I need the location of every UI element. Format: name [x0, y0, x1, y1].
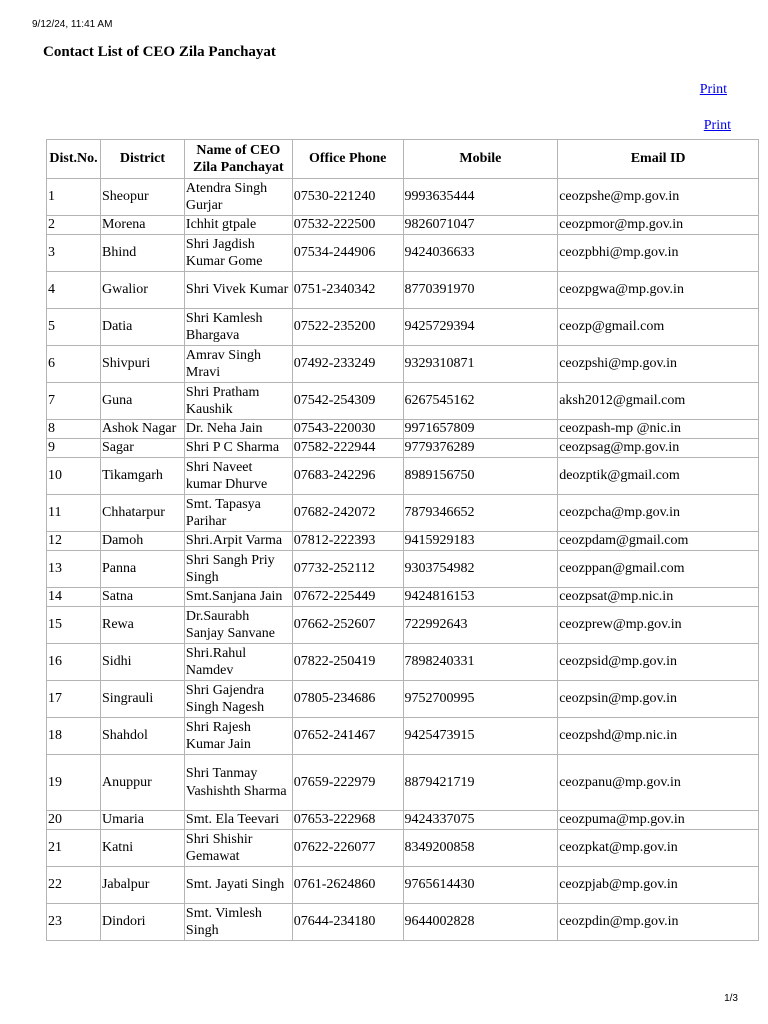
mobile-cell: 7879346652	[403, 495, 558, 532]
office-phone-cell: 07542-254309	[292, 383, 403, 420]
mobile-cell: 9971657809	[403, 420, 558, 439]
dist-no-cell: 9	[47, 439, 101, 458]
mobile-cell: 9424337075	[403, 811, 558, 830]
email-cell: ceozpdin@mp.gov.in	[558, 904, 759, 941]
table-row	[47, 755, 759, 811]
ceo-name-cell: Shri Gajendra Singh Nagesh	[184, 681, 292, 718]
column-header: Dist.No.	[47, 140, 101, 179]
ceo-name-cell: Shri P C Sharma	[184, 439, 292, 458]
office-phone-cell: 07534-244906	[292, 235, 403, 272]
office-phone-cell: 07672-225449	[292, 588, 403, 607]
dist-no-cell: 2	[47, 216, 101, 235]
page-title: Contact List of CEO Zila Panchayat	[43, 44, 276, 60]
office-phone-cell: 07644-234180	[292, 904, 403, 941]
mobile-cell: 9993635444	[403, 179, 558, 216]
ceo-name-cell: Shri Pratham Kaushik	[184, 383, 292, 420]
email-cell: ceozpmor@mp.gov.in	[558, 216, 759, 235]
table-row	[47, 272, 759, 309]
office-phone-cell: 07532-222500	[292, 216, 403, 235]
district-cell: Panna	[100, 551, 184, 588]
ceo-name-cell: Smt. Ela Teevari	[184, 811, 292, 830]
dist-no-cell: 7	[47, 383, 101, 420]
district-cell: Bhind	[100, 235, 184, 272]
office-phone-cell: 07732-252112	[292, 551, 403, 588]
dist-no-cell: 15	[47, 607, 101, 644]
district-cell: Katni	[100, 830, 184, 867]
dist-no-cell: 23	[47, 904, 101, 941]
ceo-contact-table	[46, 139, 759, 941]
table-row	[47, 532, 759, 551]
ceo-name-cell: Shri Vivek Kumar	[184, 272, 292, 309]
mobile-cell: 9644002828	[403, 904, 558, 941]
mobile-cell: 9826071047	[403, 216, 558, 235]
mobile-cell: 9765614430	[403, 867, 558, 904]
office-phone-cell: 0751-2340342	[292, 272, 403, 309]
office-phone-cell: 07622-226077	[292, 830, 403, 867]
table-row	[47, 383, 759, 420]
mobile-cell: 9424816153	[403, 588, 558, 607]
ceo-name-cell: Dr.Saurabh Sanjay Sanvane	[184, 607, 292, 644]
print-link[interactable]: Print	[699, 82, 727, 97]
column-header: Email ID	[558, 140, 759, 179]
table-row	[47, 588, 759, 607]
email-cell: ceozpgwa@mp.gov.in	[558, 272, 759, 309]
email-cell: ceozpbhi@mp.gov.in	[558, 235, 759, 272]
email-cell: ceozpsat@mp.nic.in	[558, 588, 759, 607]
table-row	[47, 179, 759, 216]
ceo-name-cell: Smt.Sanjana Jain	[184, 588, 292, 607]
email-cell: ceozpcha@mp.gov.in	[558, 495, 759, 532]
email-cell: deozptik@gmail.com	[558, 458, 759, 495]
email-cell: ceozpshd@mp.nic.in	[558, 718, 759, 755]
ceo-name-cell: Shri.Arpit Varma	[184, 532, 292, 551]
dist-no-cell: 5	[47, 309, 101, 346]
district-cell: Sheopur	[100, 179, 184, 216]
table-body	[47, 179, 759, 941]
email-cell: ceozpuma@mp.gov.in	[558, 811, 759, 830]
dist-no-cell: 11	[47, 495, 101, 532]
ceo-name-cell: Smt. Tapasya Parihar	[184, 495, 292, 532]
office-phone-cell: 07659-222979	[292, 755, 403, 811]
dist-no-cell: 18	[47, 718, 101, 755]
table-row	[47, 718, 759, 755]
email-cell: ceozpkat@mp.gov.in	[558, 830, 759, 867]
dist-no-cell: 17	[47, 681, 101, 718]
office-phone-cell: 07805-234686	[292, 681, 403, 718]
district-cell: Shahdol	[100, 718, 184, 755]
office-phone-cell: 07683-242296	[292, 458, 403, 495]
table-row	[47, 458, 759, 495]
district-cell: Singrauli	[100, 681, 184, 718]
email-cell: ceozpshe@mp.gov.in	[558, 179, 759, 216]
dist-no-cell: 19	[47, 755, 101, 811]
table-row	[47, 309, 759, 346]
ceo-name-cell: Shri Sangh Priy Singh	[184, 551, 292, 588]
office-phone-cell: 07582-222944	[292, 439, 403, 458]
mobile-cell: 6267545162	[403, 383, 558, 420]
table-row	[47, 551, 759, 588]
table-row	[47, 495, 759, 532]
district-cell: Anuppur	[100, 755, 184, 811]
dist-no-cell: 21	[47, 830, 101, 867]
ceo-name-cell: Shri Jagdish Kumar Gome	[184, 235, 292, 272]
district-cell: Satna	[100, 588, 184, 607]
district-cell: Tikamgarh	[100, 458, 184, 495]
office-phone-cell: 0761-2624860	[292, 867, 403, 904]
office-phone-cell: 07812-222393	[292, 532, 403, 551]
table-row	[47, 830, 759, 867]
dist-no-cell: 4	[47, 272, 101, 309]
office-phone-cell: 07522-235200	[292, 309, 403, 346]
dist-no-cell: 10	[47, 458, 101, 495]
dist-no-cell: 22	[47, 867, 101, 904]
ceo-name-cell: Smt. Vimlesh Singh	[184, 904, 292, 941]
district-cell: Damoh	[100, 532, 184, 551]
office-phone-cell: 07653-222968	[292, 811, 403, 830]
email-cell: ceozp@gmail.com	[558, 309, 759, 346]
email-cell: ceozppan@gmail.com	[558, 551, 759, 588]
ceo-name-cell: Amrav Singh Mravi	[184, 346, 292, 383]
print-link-secondary[interactable]: Print	[703, 118, 731, 133]
ceo-name-cell: Ichhit gtpale	[184, 216, 292, 235]
dist-no-cell: 6	[47, 346, 101, 383]
ceo-name-cell: Shri Shishir Gemawat	[184, 830, 292, 867]
email-cell: ceozpjab@mp.gov.in	[558, 867, 759, 904]
district-cell: Umaria	[100, 811, 184, 830]
district-cell: Sidhi	[100, 644, 184, 681]
table-row	[47, 904, 759, 941]
ceo-name-cell: Atendra Singh Gurjar	[184, 179, 292, 216]
table-row	[47, 811, 759, 830]
district-cell: Dindori	[100, 904, 184, 941]
ceo-name-cell: Shri Kamlesh Bhargava	[184, 309, 292, 346]
ceo-name-cell: Smt. Jayati Singh	[184, 867, 292, 904]
column-header: District	[100, 140, 184, 179]
dist-no-cell: 1	[47, 179, 101, 216]
email-cell: aksh2012@gmail.com	[558, 383, 759, 420]
table-row	[47, 644, 759, 681]
email-cell: ceozpanu@mp.gov.in	[558, 755, 759, 811]
district-cell: Rewa	[100, 607, 184, 644]
dist-no-cell: 3	[47, 235, 101, 272]
dist-no-cell: 14	[47, 588, 101, 607]
mobile-cell: 9329310871	[403, 346, 558, 383]
mobile-cell: 8879421719	[403, 755, 558, 811]
email-cell: ceozpsid@mp.gov.in	[558, 644, 759, 681]
district-cell: Sagar	[100, 439, 184, 458]
office-phone-cell: 07652-241467	[292, 718, 403, 755]
district-cell: Shivpuri	[100, 346, 184, 383]
table-row	[47, 216, 759, 235]
table-row	[47, 346, 759, 383]
email-cell: ceozpshi@mp.gov.in	[558, 346, 759, 383]
office-phone-cell: 07492-233249	[292, 346, 403, 383]
table-row	[47, 867, 759, 904]
mobile-cell: 9415929183	[403, 532, 558, 551]
mobile-cell: 9303754982	[403, 551, 558, 588]
district-cell: Gwalior	[100, 272, 184, 309]
table-row	[47, 681, 759, 718]
office-phone-cell: 07543-220030	[292, 420, 403, 439]
mobile-cell: 8770391970	[403, 272, 558, 309]
print-datetime: 9/12/24, 11:41 AM	[32, 19, 113, 30]
district-cell: Ashok Nagar	[100, 420, 184, 439]
column-header: Mobile	[403, 140, 558, 179]
table-row	[47, 235, 759, 272]
office-phone-cell: 07682-242072	[292, 495, 403, 532]
mobile-cell: 722992643	[403, 607, 558, 644]
dist-no-cell: 20	[47, 811, 101, 830]
dist-no-cell: 13	[47, 551, 101, 588]
ceo-name-cell: Shri.Rahul Namdev	[184, 644, 292, 681]
office-phone-cell: 07822-250419	[292, 644, 403, 681]
email-cell: ceozpsag@mp.gov.in	[558, 439, 759, 458]
district-cell: Jabalpur	[100, 867, 184, 904]
table-header-row	[47, 140, 759, 179]
office-phone-cell: 07530-221240	[292, 179, 403, 216]
mobile-cell: 9752700995	[403, 681, 558, 718]
email-cell: ceozpdam@gmail.com	[558, 532, 759, 551]
dist-no-cell: 16	[47, 644, 101, 681]
mobile-cell: 9779376289	[403, 439, 558, 458]
district-cell: Chhatarpur	[100, 495, 184, 532]
ceo-name-cell: Shri Rajesh Kumar Jain	[184, 718, 292, 755]
ceo-name-cell: Shri Naveet kumar Dhurve	[184, 458, 292, 495]
mobile-cell: 7898240331	[403, 644, 558, 681]
table-row	[47, 420, 759, 439]
ceo-name-cell: Dr. Neha Jain	[184, 420, 292, 439]
dist-no-cell: 8	[47, 420, 101, 439]
page-number: 1/3	[724, 993, 738, 1004]
district-cell: Guna	[100, 383, 184, 420]
office-phone-cell: 07662-252607	[292, 607, 403, 644]
district-cell: Datia	[100, 309, 184, 346]
mobile-cell: 9425473915	[403, 718, 558, 755]
mobile-cell: 8989156750	[403, 458, 558, 495]
dist-no-cell: 12	[47, 532, 101, 551]
ceo-name-cell: Shri Tanmay Vashishth Sharma	[184, 755, 292, 811]
mobile-cell: 9425729394	[403, 309, 558, 346]
table-row	[47, 607, 759, 644]
email-cell: ceozpsin@mp.gov.in	[558, 681, 759, 718]
email-cell: ceozpash-mp @nic.in	[558, 420, 759, 439]
table-row	[47, 439, 759, 458]
mobile-cell: 9424036633	[403, 235, 558, 272]
mobile-cell: 8349200858	[403, 830, 558, 867]
district-cell: Morena	[100, 216, 184, 235]
column-header: Name of CEO Zila Panchayat	[184, 140, 292, 179]
email-cell: ceozprew@mp.gov.in	[558, 607, 759, 644]
column-header: Office Phone	[292, 140, 403, 179]
